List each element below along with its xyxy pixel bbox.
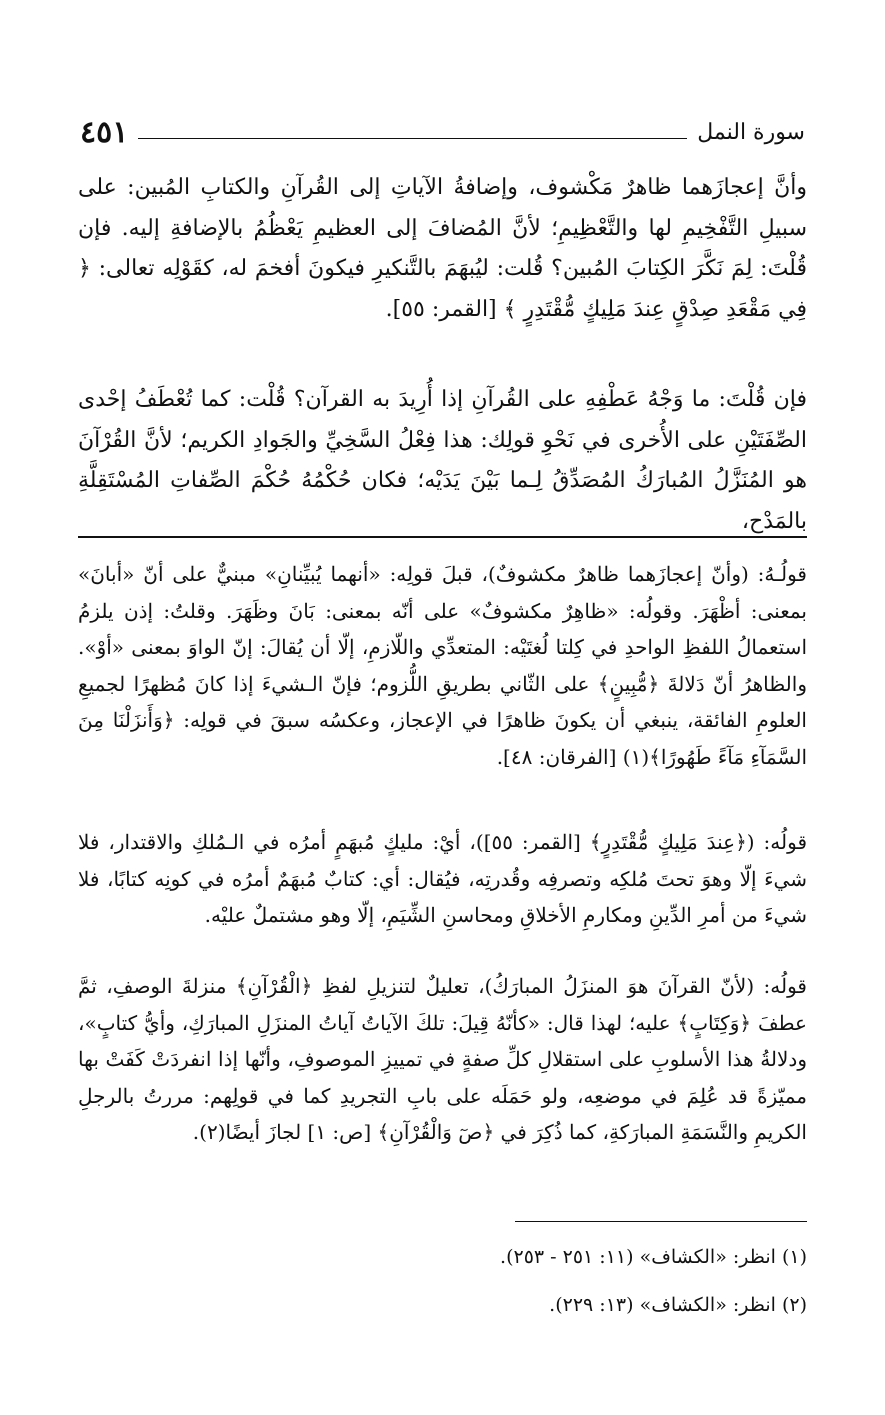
- footnote-rule: [515, 1221, 807, 1222]
- footnote: (١) انظر: «الكشاف» (١١: ٢٥١ - ٢٥٣).: [500, 1246, 807, 1268]
- main-paragraph: وأنَّ إعجازَهما ظاهرٌ مَكْشوف، وإضافةُ الآياتِ إلى القُرآنِ والكتابِ المُبين: على سبيلِ التَّفْخِيمِ لها والتَّعْظِيمِ؛ لأنَّ المُضافَ إلى العظيمِ يَعْظُمُ بالإضافةِ إليه. فإن قُلْتَ: لِمَ نَكَّرَ الكِتابَ المُبين؟ قُلت: ليُبهَمَ بالتَّنكيرِ فيكونَ أفخمَ له، كقَوْلِه تعالى: ﴿ فِي مَقْعَدِ صِدْقٍ عِندَ مَلِيكٍ مُّقْتَدِرٍ ﴾ [القمر: ٥٥].: [78, 175, 808, 322]
- commentary-paragraph: قولُـهُ: (وأنّ إعجازَهما ظاهرٌ مكشوفٌ)، قبلَ قولِه: «أنهما يُبيِّنانِ» مبنيٌّ على أنّ «أبانَ» بمعنى: أظْهَرَ. وقولُه: «ظاهِرٌ مكشوفٌ» على أنّه بمعنى: بَانَ وظَهَرَ. وقلتُ: إذن يلزمُ استعمالُ اللفظِ الواحدِ في كِلتا لُغتَيْه: المتعدِّي واللّازمِ، إلّا أن يُقالَ: إنّ الواوَ بمعنى «أوْ». والظاهرُ أنّ دَلالةَ ﴿مُّبِينٍ﴾ على الثّاني بطريقِ اللُّزوم؛ فإنّ الـشيءَ إذا كانَ مُظهرًا لجميعِ العلومِ الفائقة، ينبغي أن يكونَ ظاهرًا في الإعجاز، وعكسُه سبقَ في قولِه: ﴿وَأَنزَلْنَا مِنَ السَّمَآءِ مَآءً طَهُورًا﴾(١) [الفرقان: ٤٨].: [78, 562, 807, 769]
- surah-title: سورة النمل: [697, 119, 805, 145]
- commentary-divider: [78, 536, 807, 538]
- commentary-paragraph: قولُه: (لأنّ القرآنَ هوَ المنزَلُ المبارَكُ)، تعليلٌ لتنزيلِ لفظِ ﴿الْقُرْآنِ﴾ منزلةَ الوصفِ، ثمَّ عطفَ ﴿وَكِتَابٍ﴾ عليه؛ لهذا قال: «كأنّهُ قِيلَ: تلكَ الآياتُ آياتُ المنزَلِ المبارَكِ، وأيُّ كتابٍ»، ودلالةُ هذا الأسلوبِ على استقلالِ كلِّ صفةٍ في تمييزِ الموصوفِ، وأنّها إذا انفردَتْ كَفَتْ بها مميّزةً قد عُلِمَ في موضعِه، ولو حَمَلَه على بابِ التجريدِ كما في قولِهم: مررتُ بالرجلِ الكريمِ والنَّسَمَةِ المبارَكةِ، كما ذُكِرَ في ﴿صٓ وَالْقُرْآنِ﴾ [ص: ١] لجازَ أيضًا(٢).: [78, 974, 807, 1145]
- footnote: (٢) انظر: «الكشاف» (١٣: ٢٢٩).: [549, 1294, 807, 1316]
- page-header: [80, 112, 805, 152]
- main-paragraph: فإن قُلْتَ: ما وَجْهُ عَطْفِهِ على القُرآنِ إذا أُرِيدَ به القرآن؟ قُلْت: كما تُعْطَفُ إحْدى الصِّفَتَيْنِ على الأُخرى في نَحْوِ قولِك: هذا فِعْلُ السَّخِيِّ والجَوادِ الكريم؛ لأنَّ القُرْآنَ هو المُنَزَّلُ المُبارَكُ المُصَدِّقُ لِـما بَيْنَ يَدَيْه؛ فكان حُكْمُهُ حُكْمَ الصِّفاتِ المُسْتَقِلَّةِ بالمَدْح،: [78, 387, 807, 534]
- page-number: ٤٥١: [80, 114, 129, 150]
- header-rule: [138, 138, 687, 139]
- commentary-paragraph: قولُه: (﴿عِندَ مَلِيكٍ مُّقْتَدِرٍ﴾ [القمر: ٥٥])، أيْ: مليكٍ مُبهَمٍ أمرُه في الـمُلكِ والاقتدار، فلا شيءَ إلّا وهوَ تحتَ مُلكِه وتصرفِه وقُدرتِه، فيُقال: أي: كتابٌ مُبهَمٌ أمرُه في كونِه كتابًا، فلا شيءَ من أمرِ الدِّينِ ومكارمِ الأخلاقِ ومحاسنِ الشِّيَمِ، إلّا وهو مشتملٌ عليْه.: [78, 830, 808, 928]
